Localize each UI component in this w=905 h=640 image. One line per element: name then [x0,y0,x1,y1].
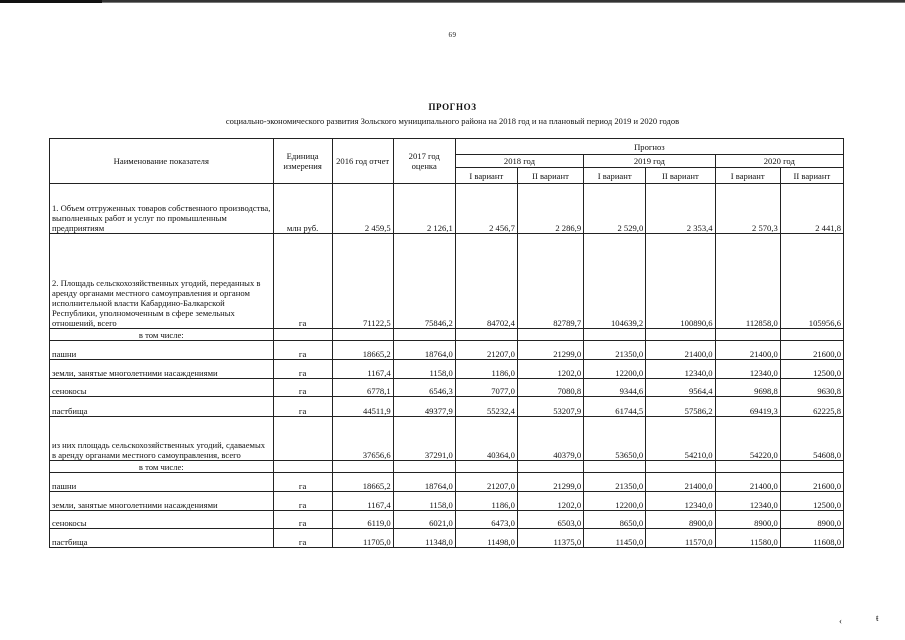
row-unit: га [273,511,332,529]
row-value [517,329,583,341]
row-unit: га [273,341,332,360]
header-forecast: Прогноз [455,139,843,155]
scan-mark-left: ‹ [839,616,842,626]
row-unit: га [273,529,332,548]
row-value: 12340,0 [646,492,715,511]
top-edge-mark [0,0,102,3]
row-value: 8900,0 [715,511,780,529]
row-value [584,461,646,473]
row-value: 12500,0 [780,360,843,379]
table-row [50,360,844,379]
header-2018: 2018 год [455,155,583,168]
row-name: сенокосы [50,511,274,529]
row-value: 8900,0 [780,511,843,529]
row-value: 9564,4 [646,379,715,397]
row-value [517,461,583,473]
header-2018-var2: II вариант [517,168,583,184]
row-value: 2 570,3 [715,184,780,234]
table-row [50,397,844,417]
page-number: 69 [448,31,457,39]
row-value [646,329,715,341]
document-subtitle: социально-экономического развития Зольского муниципального района на 2018 год и на плановый период 2019 и 2020 годов [225,116,680,126]
row-value: 11450,0 [584,529,646,548]
row-value: 49377,9 [393,397,455,417]
row-value: 37656,6 [332,417,393,461]
row-value: 18665,2 [332,341,393,360]
row-value: 9630,8 [780,379,843,397]
header-2019-var2: II вариант [646,168,715,184]
row-value: 84702,4 [455,234,517,329]
row-name: пашни [50,341,274,360]
row-value: 2 126,1 [393,184,455,234]
header-2019-var1: I вариант [584,168,646,184]
table-row [50,461,844,473]
row-value: 21207,0 [455,473,517,492]
table-row [50,184,844,234]
row-unit: га [273,360,332,379]
row-value: 11498,0 [455,529,517,548]
row-value: 8650,0 [584,511,646,529]
row-value: 105956,6 [780,234,843,329]
row-value: 21400,0 [646,341,715,360]
row-value: 12340,0 [715,492,780,511]
row-value: 11705,0 [332,529,393,548]
row-name: сенокосы [50,379,274,397]
header-2016: 2016 год отчет [332,139,393,184]
table-row [50,379,844,397]
row-value: 104639,2 [584,234,646,329]
row-value: 21600,0 [780,473,843,492]
row-value: 2 353,4 [646,184,715,234]
row-value: 75846,2 [393,234,455,329]
row-value [393,329,455,341]
table-row [50,511,844,529]
row-value: 69419,3 [715,397,780,417]
row-value: 1167,4 [332,360,393,379]
row-value: 21400,0 [646,473,715,492]
row-value [332,329,393,341]
row-value: 1158,0 [393,360,455,379]
row-name: пашни [50,473,274,492]
table-row [50,417,844,461]
row-value: 100890,6 [646,234,715,329]
row-value [455,329,517,341]
forecast-table [49,138,844,548]
row-name: пастбища [50,529,274,548]
row-value: 9344,6 [584,379,646,397]
row-value: 61744,5 [584,397,646,417]
row-value: 6119,0 [332,511,393,529]
row-value [455,461,517,473]
row-value: 21400,0 [715,341,780,360]
row-value: 71122,5 [332,234,393,329]
row-value: 21600,0 [780,341,843,360]
row-unit: га [273,473,332,492]
row-value: 1186,0 [455,492,517,511]
row-value [780,329,843,341]
row-value: 37291,0 [393,417,455,461]
row-value: 6021,0 [393,511,455,529]
row-value: 18665,2 [332,473,393,492]
row-value: 21299,0 [517,341,583,360]
row-value: 2 456,7 [455,184,517,234]
row-value [715,461,780,473]
row-name: в том числе: [50,461,274,473]
row-value: 57586,2 [646,397,715,417]
row-value: 11375,0 [517,529,583,548]
row-value: 44511,9 [332,397,393,417]
row-value: 21350,0 [584,473,646,492]
row-unit: га [273,397,332,417]
row-value: 55232,4 [455,397,517,417]
row-unit: га [273,379,332,397]
header-2020-var2: II вариант [780,168,843,184]
row-value: 6503,0 [517,511,583,529]
row-value [584,329,646,341]
row-value: 62225,8 [780,397,843,417]
table-row [50,529,844,548]
row-name: 2. Площадь сельскохозяйственных угодий, переданных в аренду органами местного самоуправления и органом исполнительной власти Кабардино-Балкарской Республики, уполномоченным в сфере земельных отношений, всего [50,234,274,329]
row-value: 2 459,5 [332,184,393,234]
row-value: 54220,0 [715,417,780,461]
row-unit [273,461,332,473]
row-value: 11608,0 [780,529,843,548]
document-title: ПРОГНОЗ [428,102,477,112]
row-name: в том числе: [50,329,274,341]
row-value: 6546,3 [393,379,455,397]
row-value: 21207,0 [455,341,517,360]
row-value: 54608,0 [780,417,843,461]
header-name: Наименование показателя [50,139,274,184]
row-value: 21299,0 [517,473,583,492]
row-value: 21350,0 [584,341,646,360]
row-value: 2 441,8 [780,184,843,234]
row-value: 2 529,0 [584,184,646,234]
row-value: 53650,0 [584,417,646,461]
row-value: 11348,0 [393,529,455,548]
row-value: 11580,0 [715,529,780,548]
row-value: 1158,0 [393,492,455,511]
table-row [50,234,844,329]
row-value [646,461,715,473]
table-row [50,341,844,360]
row-name: 1. Объем отгруженных товаров собственного производства, выполненных работ и услуг по промышленным предприятиям [50,184,274,234]
row-name: из них площадь сельскохозяйственных угодий, сдаваемых в аренду органами местного самоуправления, всего [50,417,274,461]
row-value: 11570,0 [646,529,715,548]
row-value: 112858,0 [715,234,780,329]
row-value [715,329,780,341]
row-value: 12200,0 [584,360,646,379]
row-value: 12340,0 [646,360,715,379]
row-value: 1202,0 [517,492,583,511]
row-value: 12340,0 [715,360,780,379]
row-value: 54210,0 [646,417,715,461]
scan-mark-right: ŧ [876,613,879,623]
row-value: 6473,0 [455,511,517,529]
row-value: 7077,0 [455,379,517,397]
row-unit: га [273,492,332,511]
row-value: 12200,0 [584,492,646,511]
header-2020: 2020 год [715,155,843,168]
row-unit: млн руб. [273,184,332,234]
row-unit [273,417,332,461]
row-value: 21400,0 [715,473,780,492]
row-value: 53207,9 [517,397,583,417]
row-value: 40364,0 [455,417,517,461]
header-2017: 2017 год оценка [393,139,455,184]
row-value [780,461,843,473]
header-2018-var1: I вариант [455,168,517,184]
row-value: 1202,0 [517,360,583,379]
row-value: 8900,0 [646,511,715,529]
row-value [393,461,455,473]
header-2019: 2019 год [584,155,715,168]
row-value: 7080,8 [517,379,583,397]
table-row [50,329,844,341]
row-value: 40379,0 [517,417,583,461]
top-edge-line [0,0,905,3]
header-unit: Единица измерения [273,139,332,184]
row-value: 1186,0 [455,360,517,379]
row-unit [273,329,332,341]
row-value: 82789,7 [517,234,583,329]
row-name: земли, занятые многолетними насаждениями [50,492,274,511]
row-unit: га [273,234,332,329]
row-value: 1167,4 [332,492,393,511]
row-value: 9698,8 [715,379,780,397]
row-value [332,461,393,473]
row-value: 12500,0 [780,492,843,511]
header-2020-var1: I вариант [715,168,780,184]
row-value: 18764,0 [393,473,455,492]
row-value: 2 286,9 [517,184,583,234]
table-row [50,473,844,492]
row-name: земли, занятые многолетними насаждениями [50,360,274,379]
row-value: 18764,0 [393,341,455,360]
row-value: 6778,1 [332,379,393,397]
row-name: пастбища [50,397,274,417]
table-row [50,492,844,511]
